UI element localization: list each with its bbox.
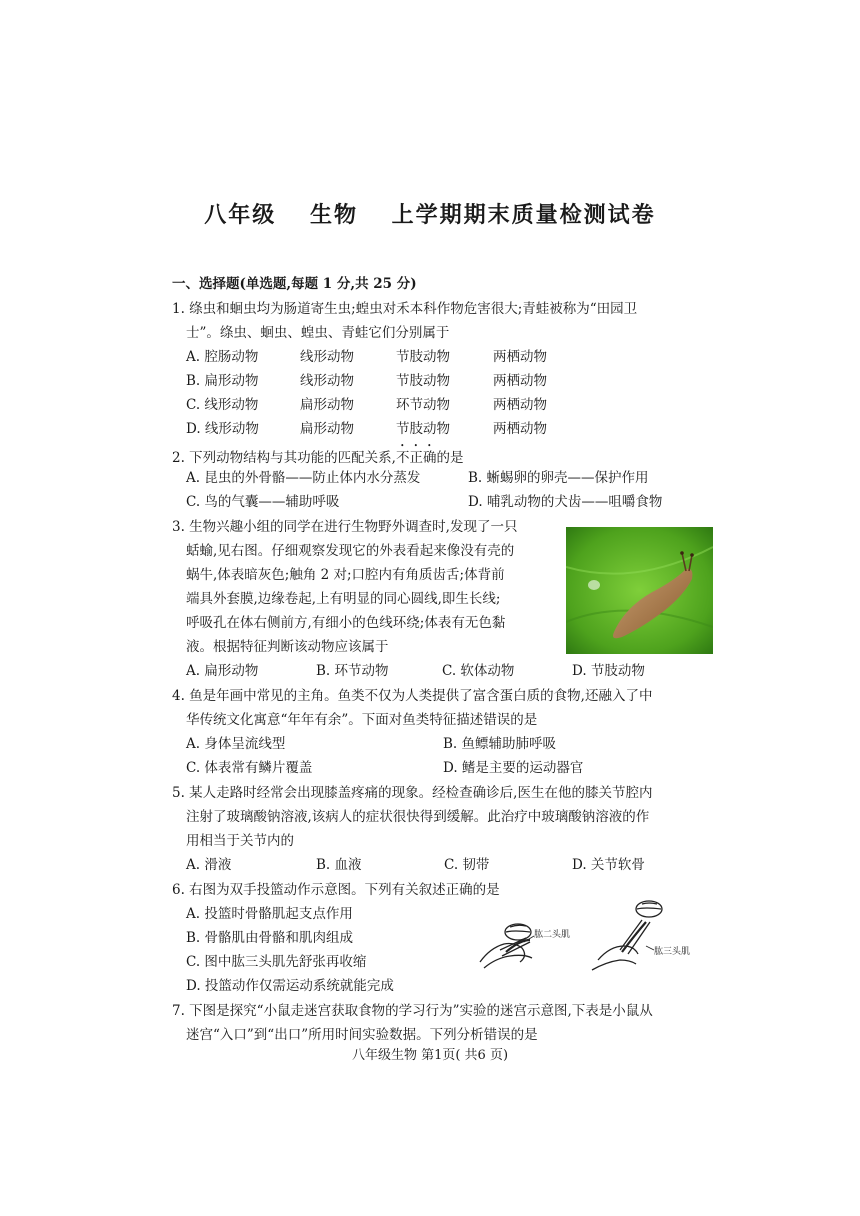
q6-stem: 6. 右图为双手投篮动作示意图。下列有关叙述正确的是 bbox=[172, 882, 500, 898]
q1-row-b-col4: 两栖动物 bbox=[493, 373, 547, 389]
q2-stem-emphasis: 不正确 bbox=[395, 450, 437, 466]
q1-row-b-col1: B. 扁形动物 bbox=[186, 373, 259, 389]
q1-row-b-col2: 线形动物 bbox=[300, 373, 354, 389]
q3-option-d: D. 节肢动物 bbox=[572, 663, 645, 679]
q3-line2: 蛞蝓,见右图。仔细观察发现它的外表看起来像没有壳的 bbox=[186, 543, 515, 559]
q2-option-b: B. 蜥蜴卵的卵壳——保护作用 bbox=[468, 470, 649, 486]
q1-row-a-col4: 两栖动物 bbox=[493, 349, 547, 365]
q4-line1: 4. 鱼是年画中常见的主角。鱼类不仅为人类提供了富含蛋白质的食物,还融入了中 bbox=[172, 688, 653, 704]
q6-option-d: D. 投篮动作仅需运动系统就能完成 bbox=[186, 978, 394, 994]
q2-stem-part2: 的是 bbox=[436, 450, 464, 466]
q1-row-a-col1: A. 腔肠动物 bbox=[186, 349, 259, 365]
q6-option-c: C. 图中肱三头肌先舒张再收缩 bbox=[186, 954, 367, 970]
q5-line3: 用相当于关节内的 bbox=[186, 833, 294, 849]
q1-stem-line1: 1. 绦虫和蛔虫均为肠道寄生虫;蝗虫对禾本科作物危害很大;青蛙被称为“田园卫 bbox=[172, 301, 638, 317]
q1-row-d-col4: 两栖动物 bbox=[493, 421, 547, 437]
q5-line2: 注射了玻璃酸钠溶液,该病人的症状很快得到缓解。此治疗中玻璃酸钠溶液的作 bbox=[186, 809, 650, 825]
q5-option-a: A. 滑液 bbox=[186, 857, 232, 873]
q3-line3: 蜗牛,体表暗灰色;触角 2 对;口腔内有角质齿舌;体背前 bbox=[186, 567, 505, 583]
q6-option-a: A. 投篮时骨骼肌起支点作用 bbox=[186, 906, 353, 922]
q5-option-b: B. 血液 bbox=[316, 857, 362, 873]
title-subject: 生物 bbox=[309, 202, 358, 228]
section-heading: 一、选择题(单选题,每题 1 分,共 25 分) bbox=[172, 276, 417, 292]
q4-option-c: C. 体表常有鳞片覆盖 bbox=[186, 760, 313, 776]
q4-option-d: D. 鳍是主要的运动器官 bbox=[443, 760, 584, 776]
q3-line5: 呼吸孔在体右侧前方,有细小的色线环绕;体表有无色黏 bbox=[186, 615, 506, 631]
fig-label-triceps: 肱三头肌 bbox=[654, 947, 691, 957]
q1-row-d-col3: 节肢动物 bbox=[396, 421, 450, 437]
q2-option-c: C. 鸟的气囊——辅助呼吸 bbox=[186, 494, 340, 510]
q6-option-b: B. 骨骼肌由骨骼和肌肉组成 bbox=[186, 930, 354, 946]
q3-line1: 3. 生物兴趣小组的同学在进行生物野外调查时,发现了一只 bbox=[172, 519, 518, 535]
q1-row-c-col2: 扁形动物 bbox=[300, 397, 354, 413]
title-grade: 八年级 bbox=[204, 202, 277, 228]
page-title bbox=[0, 198, 860, 229]
q1-row-a-col2: 线形动物 bbox=[300, 349, 354, 365]
q1-row-d-col2: 扁形动物 bbox=[300, 421, 354, 437]
q2-option-d: D. 哺乳动物的犬齿——咀嚼食物 bbox=[468, 494, 663, 510]
q2-option-a: A. 昆虫的外骨骼——防止体内水分蒸发 bbox=[186, 470, 421, 486]
q1-row-c-col4: 两栖动物 bbox=[493, 397, 547, 413]
q2-stem-part1: 2. 下列动物结构与其功能的匹配关系, bbox=[172, 450, 396, 466]
title-name: 上学期期末质量检测试卷 bbox=[391, 202, 656, 228]
q3-option-c: C. 软体动物 bbox=[442, 663, 515, 679]
q7-line2: 迷宫“入口”到“出口”所用时间实验数据。下列分析错误的是 bbox=[186, 1027, 538, 1043]
q3-line4: 端具外套膜,边缘卷起,上有明显的同心圆线,即生长线; bbox=[186, 591, 501, 607]
q3-option-b: B. 环节动物 bbox=[316, 663, 389, 679]
q4-option-b: B. 鱼鳔辅助肺呼吸 bbox=[443, 736, 557, 752]
basketball-arms-diagram bbox=[470, 900, 720, 980]
q1-row-c-col3: 环节动物 bbox=[396, 397, 450, 413]
slug-photo bbox=[566, 527, 713, 654]
q3-option-a: A. 扁形动物 bbox=[186, 663, 259, 679]
q5-line1: 5. 某人走路时经常会出现膝盖疼痛的现象。经检查确诊后,医生在他的膝关节腔内 bbox=[172, 785, 653, 801]
q1-row-d-col1: D. 线形动物 bbox=[186, 421, 259, 437]
page-footer: 八年级生物 第1页( 共6 页) bbox=[351, 1048, 509, 1063]
q1-stem-line2: 士”。绦虫、蛔虫、蝗虫、青蛙它们分别属于 bbox=[186, 325, 450, 341]
q5-option-c: C. 韧带 bbox=[444, 857, 490, 873]
q1-row-a-col3: 节肢动物 bbox=[396, 349, 450, 365]
q4-option-a: A. 身体呈流线型 bbox=[186, 736, 286, 752]
q1-row-b-col3: 节肢动物 bbox=[396, 373, 450, 389]
q7-line1: 7. 下图是探究“小鼠走迷宫获取食物的学习行为”实验的迷宫示意图,下表是小鼠从 bbox=[172, 1003, 653, 1019]
q4-line2: 华传统文化寓意“年年有余”。下面对鱼类特征描述错误的是 bbox=[186, 712, 538, 728]
fig-label-biceps: 肱二头肌 bbox=[534, 930, 571, 940]
q3-line6: 液。根据特征判断该动物应该属于 bbox=[186, 639, 389, 655]
q1-row-c-col1: C. 线形动物 bbox=[186, 397, 259, 413]
q5-option-d: D. 关节软骨 bbox=[572, 857, 645, 873]
